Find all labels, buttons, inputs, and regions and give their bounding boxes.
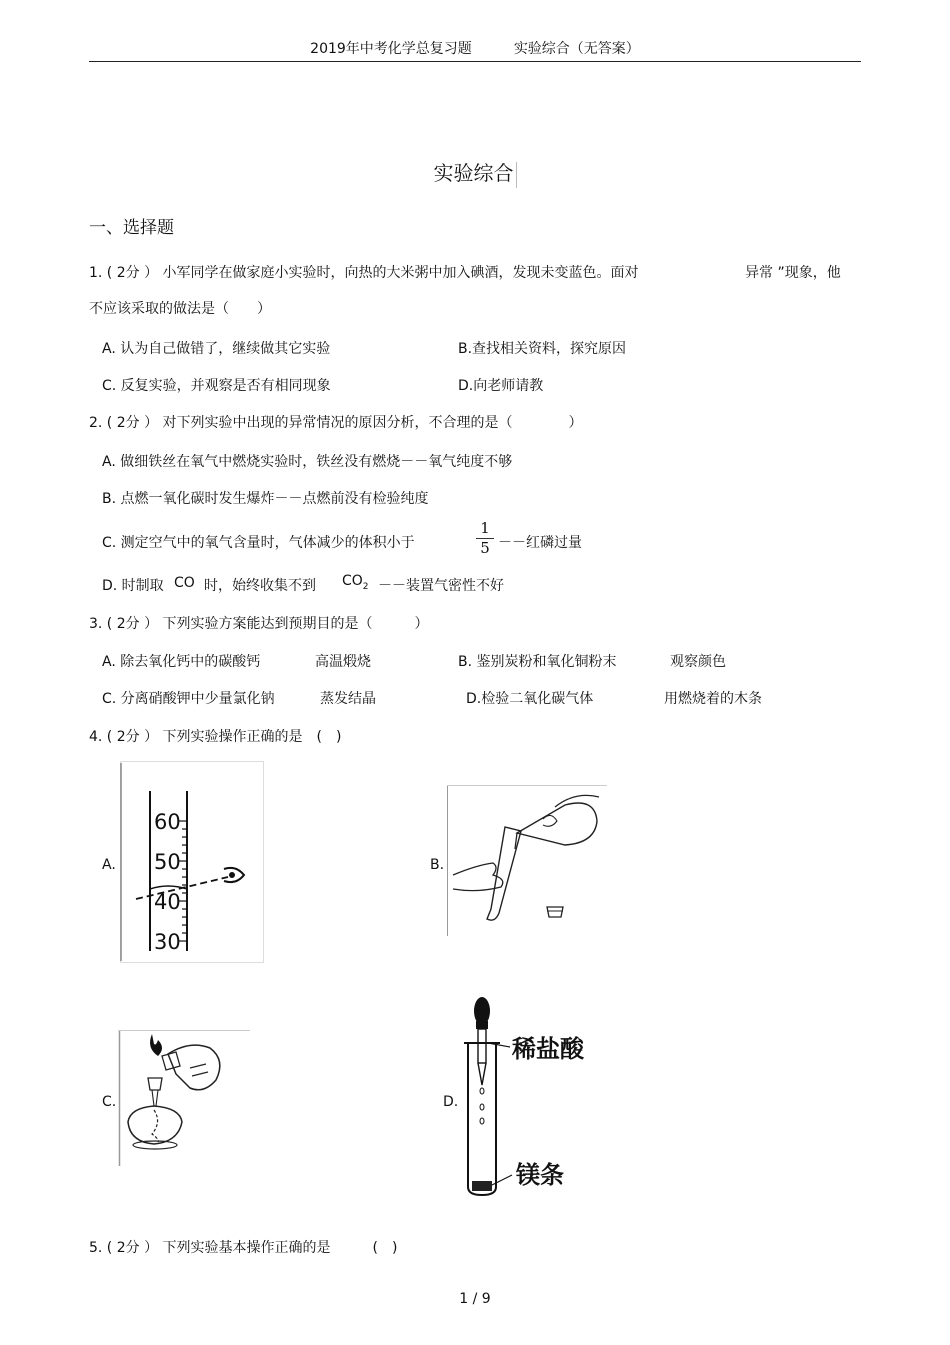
document-title-text: 实验综合 xyxy=(433,161,514,185)
cylinder-tick-50: 50 xyxy=(154,850,181,874)
q3-option-a-left: A. 除去氧化钙中的碳酸钙 xyxy=(102,654,261,670)
label-magnesium-ribbon: 镁条 xyxy=(516,1160,564,1189)
q2-option-d-post: －－装置气密性不好 xyxy=(378,578,504,594)
co2-subscript: 2 xyxy=(362,581,369,592)
q1-stem-line1: 1. ( 2分 ） 小军同学在做家庭小实验时，向热的大米粥中加入碘酒，发现未变蓝色。面对 xyxy=(89,265,639,281)
q2-fraction xyxy=(476,520,494,557)
q1-option-b: B.查找相关资料，探究原因 xyxy=(458,341,627,357)
q3-stem: 3. ( 2分 ） 下列实验方案能达到预期目的是（ ） xyxy=(89,616,429,632)
graduated-cylinder-figure xyxy=(120,761,264,963)
fraction-denominator: 5 xyxy=(480,539,490,557)
header-rule xyxy=(89,61,861,62)
pouring-liquid-figure xyxy=(447,785,609,937)
header-right: 实验综合（无答案） xyxy=(513,41,640,57)
q2-option-d-co2-first: CO xyxy=(174,575,195,591)
q5-stem: 5. ( 2分 ） 下列实验基本操作正确的是 ( ) xyxy=(89,1240,398,1256)
section-heading: 一、选择题 xyxy=(89,218,174,238)
q2-stem: 2. ( 2分 ） 对下列实验中出现的异常情况的原因分析，不合理的是（ ） xyxy=(89,415,583,431)
q2-option-c-pre: C. 测定空气中的氧气含量时，气体减少的体积小于 xyxy=(102,535,415,551)
cylinder-tick-30: 30 xyxy=(154,930,181,954)
label-dilute-hcl: 稀盐酸 xyxy=(512,1034,584,1063)
q4-figure-a-label: A. xyxy=(102,857,116,873)
q1-stem-line2: 不应该采取的做法是（ ） xyxy=(89,301,271,317)
q4-figure-c-label: C. xyxy=(102,1094,117,1110)
q3-option-d-left: D.检验二氧化碳气体 xyxy=(466,691,594,707)
fraction-numerator: 1 xyxy=(480,519,490,537)
q3-option-c-left: C. 分离硝酸钾中少量氯化钠 xyxy=(102,691,275,707)
q2-option-d-pre: D. 时制取 xyxy=(102,578,164,594)
q3-option-a-right: 高温煅烧 xyxy=(315,654,371,670)
q2-option-a: A. 做细铁丝在氧气中燃烧实验时，铁丝没有燃烧－－氧气纯度不够 xyxy=(102,454,513,470)
q2-option-d-co2-second xyxy=(342,573,369,592)
q2-option-d-mid: 时，始终收集不到 xyxy=(204,578,316,594)
q1-option-c: C. 反复实验，并观察是否有相同现象 xyxy=(102,378,331,394)
test-tube-dropper-figure xyxy=(460,995,610,1200)
q3-option-c-right: 蒸发结晶 xyxy=(320,691,376,707)
q3-option-d-right: 用燃烧着的木条 xyxy=(664,691,762,707)
q3-option-b-right: 观察颜色 xyxy=(670,654,726,670)
q2-option-b: B. 点燃一氧化碳时发生爆炸－－点燃前没有检验纯度 xyxy=(102,491,429,507)
cylinder-tick-40: 40 xyxy=(154,890,181,914)
header-left: 2019年中考化学总复习题 xyxy=(310,41,472,57)
text-cursor xyxy=(516,162,517,188)
page-header xyxy=(0,38,950,58)
q4-figure-b-label: B. xyxy=(430,857,445,873)
alcohol-lamp-figure xyxy=(118,1030,252,1168)
q4-stem: 4. ( 2分 ） 下列实验操作正确的是 ( ) xyxy=(89,729,342,745)
document-title xyxy=(0,157,950,188)
co2-text: CO xyxy=(342,573,363,589)
q1-option-a: A. 认为自己做错了，继续做其它实验 xyxy=(102,341,331,357)
q2-option-c-post: －－红磷过量 xyxy=(498,535,582,551)
cylinder-tick-60: 60 xyxy=(154,810,181,834)
page-number: 1 / 9 xyxy=(459,1291,491,1307)
q3-option-b-left: B. 鉴别炭粉和氧化铜粉末 xyxy=(458,654,617,670)
q1-stem-line1-tail: 异常 ”现象，他 xyxy=(745,265,841,281)
q4-figure-d-label: D. xyxy=(443,1094,459,1110)
q1-option-d: D.向老师请教 xyxy=(458,378,544,394)
